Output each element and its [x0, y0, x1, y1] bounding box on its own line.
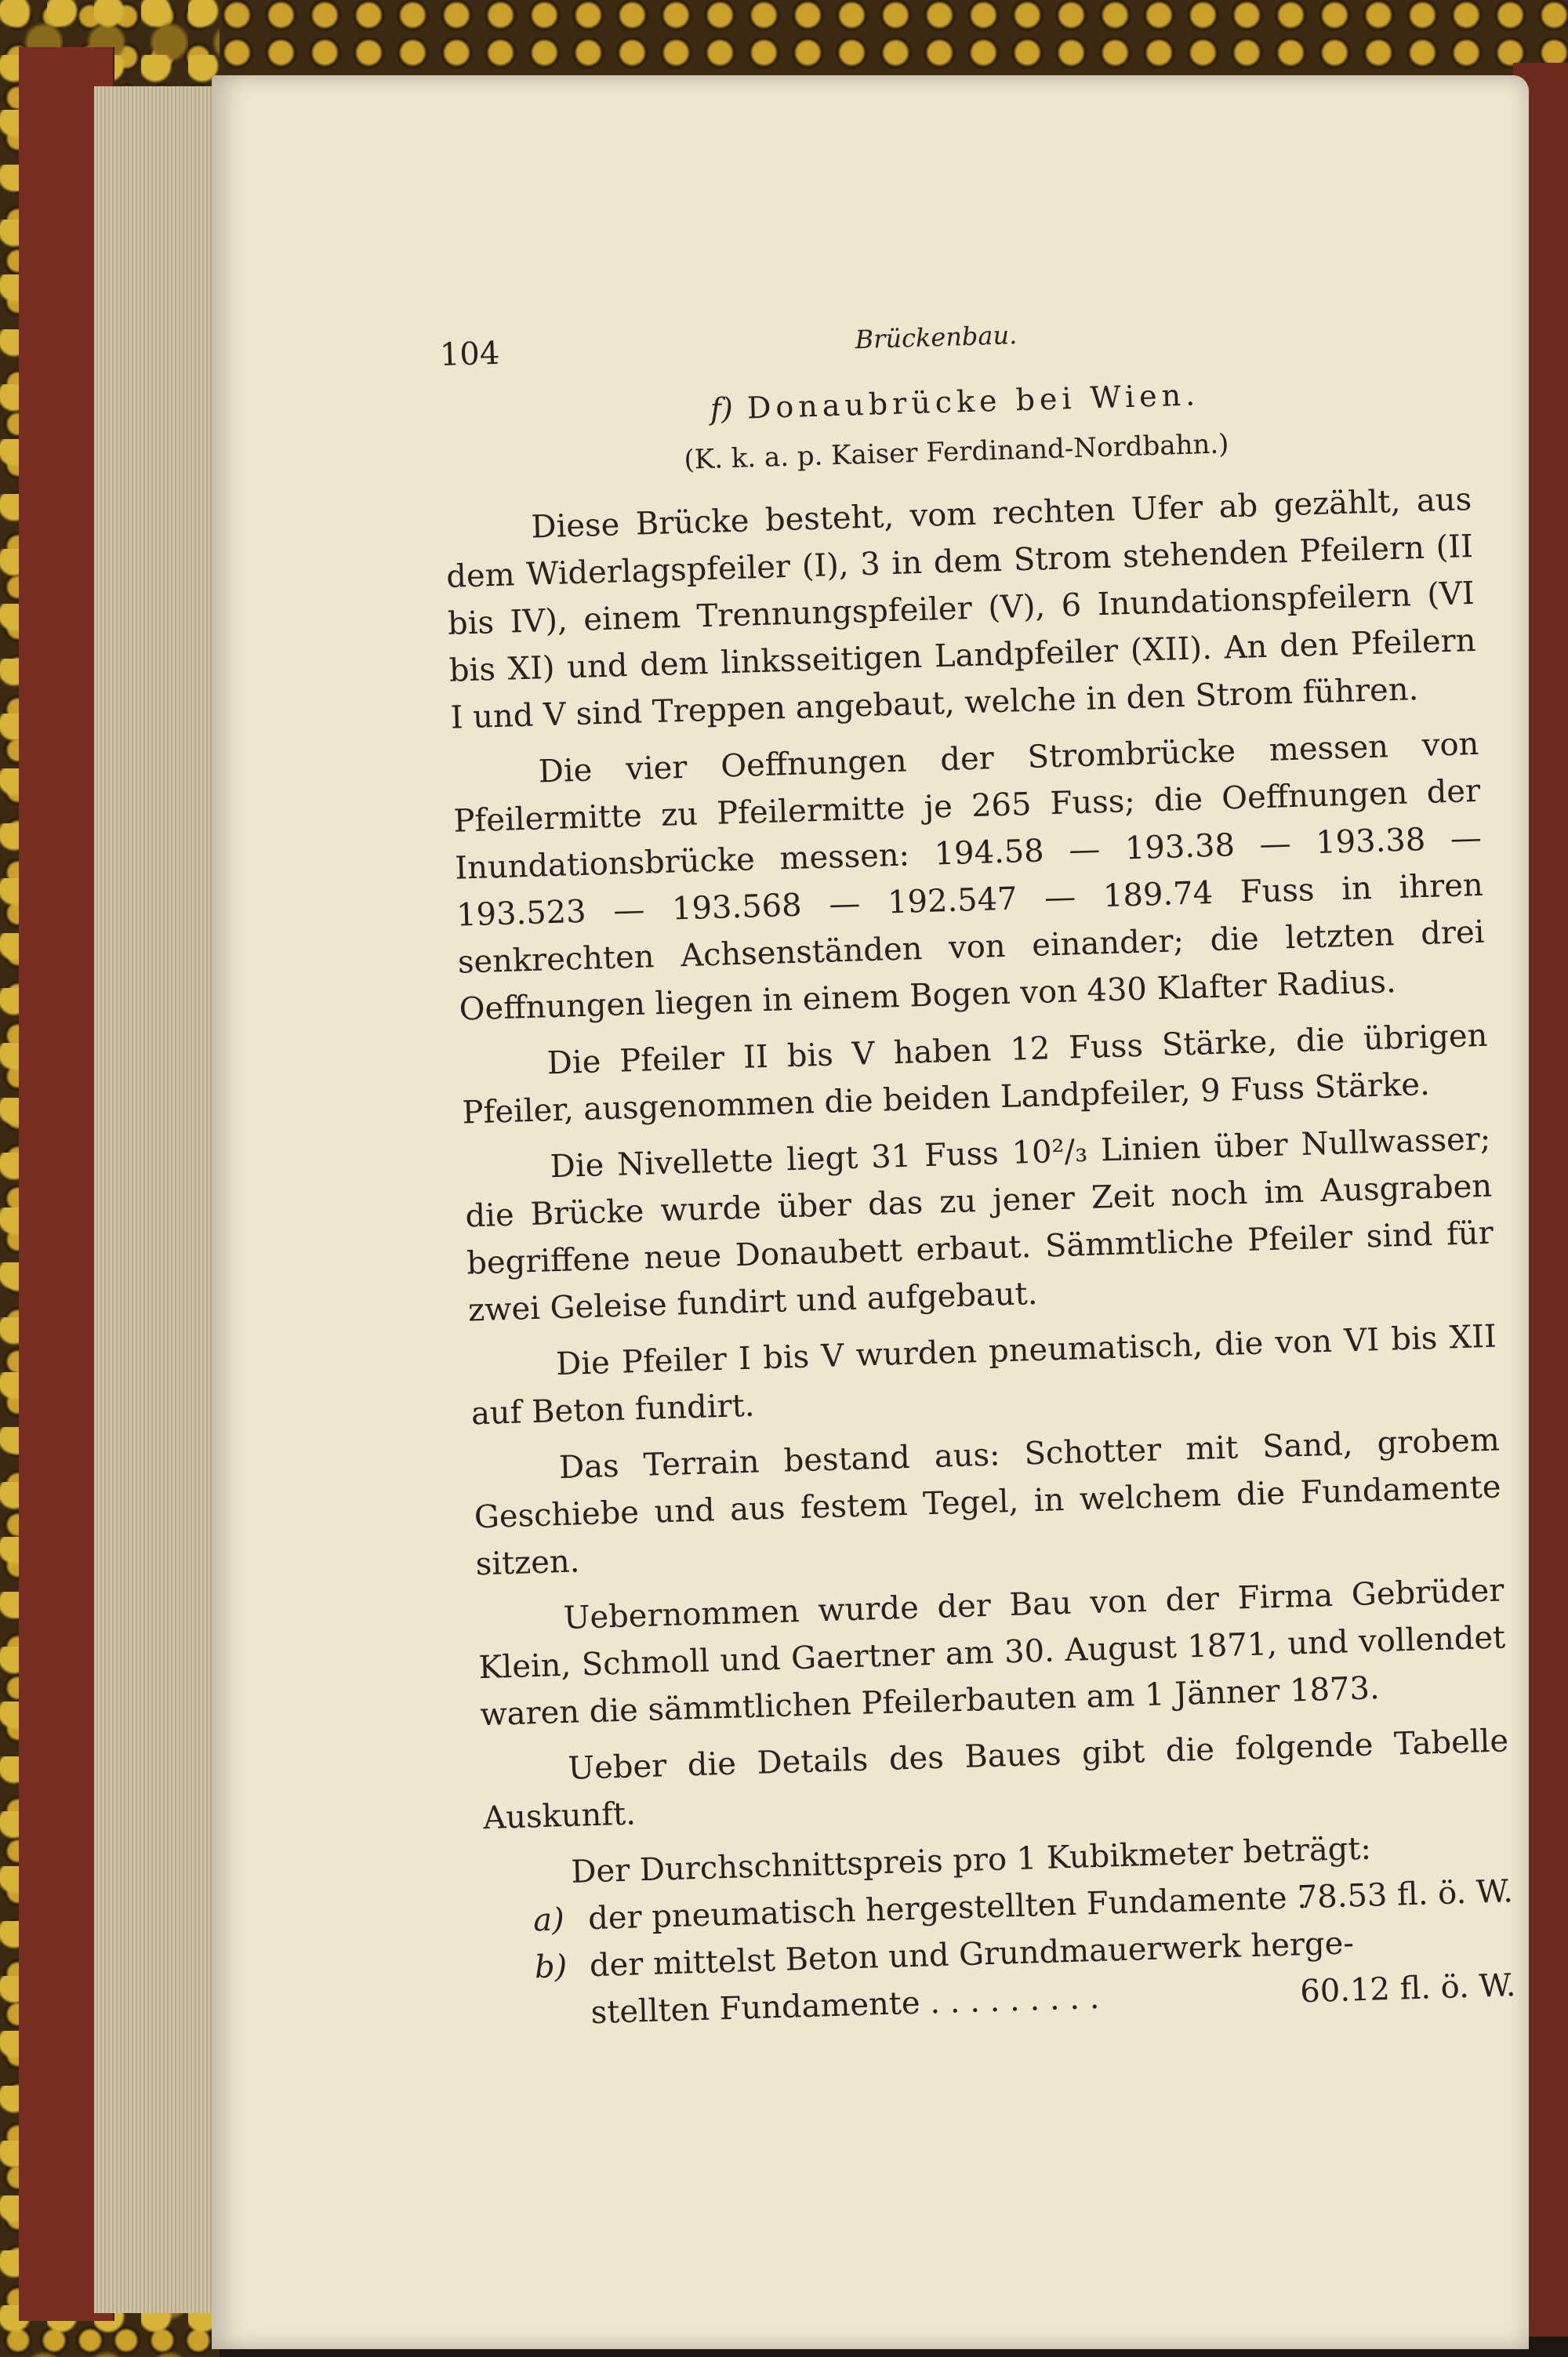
section-label: f) [710, 390, 734, 427]
running-head: Brückenbau. [855, 320, 1018, 355]
paragraph: Das Terrain bestand aus: Schotter mit Sand, grobem Geschiebe und aus festem Tegel, in welchem die Fundamente sitzen. [474, 1422, 1502, 1583]
list-letter: b) [534, 1948, 568, 1986]
page-number: 104 [439, 335, 500, 373]
page-text [439, 299, 1516, 2039]
paragraph: Die vier Oeffnungen der Strombrücke messen von Pfeilermitte zu Pfeilermitte je 265 Fuss; die Oeffnungen der Inundationsbrücke messen: 194.58 — 193.38 — 193.38 — 193.523 — 193.568 — 192.547 — 189.74 Fuss in ihren senkrechten Achsenständen von einander; die letzten drei Oeffnungen liegen in einem Bogen von 430 Klafter Radius. [452, 725, 1486, 1028]
paragraph: Der Durchschnittspreis pro 1 Kubikmeter beträgt: [570, 1830, 1372, 1890]
section-subtitle: (K. k. a. p. Kaiser Ferdinand-Nordbahn.) [683, 428, 1229, 476]
list-text: der pneumatisch hergestellten Fundamente . [587, 1879, 1308, 1938]
list-text: der mittelst Beton und Grundmauerwerk herge- [589, 1925, 1355, 1985]
section-title-text: Donaubrücke bei Wien. [746, 377, 1200, 426]
list-letter: a) [532, 1901, 565, 1939]
price-value: 78.53 fl. ö. W. [1297, 1873, 1514, 1916]
paragraph: Die Pfeiler I bis V wurden pneumatisch, die von VI bis XII auf Beton fundirt. [470, 1318, 1497, 1433]
price-value: 60.12 fl. ö. W. [1299, 1967, 1516, 2010]
paragraph: Diese Brücke besteht, vom rechten Ufer ab gezählt, aus dem Widerlagspfeiler (I), 3 in dem Strom stehenden Pfeilern (II bis IV), einem Trennungspfeiler (V), 6 Inundationspfeilern (VI bis XI) und dem linksseitigen Landpfeiler (XII). An den Pfeilern I und V sind Treppen angebaut, welche in den Strom führen. [445, 481, 1477, 736]
paragraph: Die Pfeiler II bis V haben 12 Fuss Stärke, die übrigen Pfeiler, ausgenommen die beiden Landpfeiler, 9 Fuss Stärke. [461, 1017, 1488, 1131]
paragraph: Ueber die Details des Baues gibt die folgende Tabelle Auskunft. [482, 1723, 1509, 1837]
paragraph: Uebernommen wurde der Bau von der Firma Gebrüder Klein, Schmoll und Gaertner am 30. August 1871, und vollendet waren die sämmtlichen Pfeilerbauten am 1 Jänner 1873. [477, 1572, 1506, 1734]
list-text-continuation: stellten Fundamente . . . . . . . . . [590, 1979, 1100, 2032]
paragraph: Die Nivellette liegt 31 Fuss 10²/₃ Linien über Nullwasser; die Brücke wurde über das zu jener Zeit noch im Ausgraben begriffene neue Donaubett erbaut. Sämmtliche Pfeiler sind für zwei Geleise fundirt und aufgebaut. [464, 1120, 1494, 1329]
